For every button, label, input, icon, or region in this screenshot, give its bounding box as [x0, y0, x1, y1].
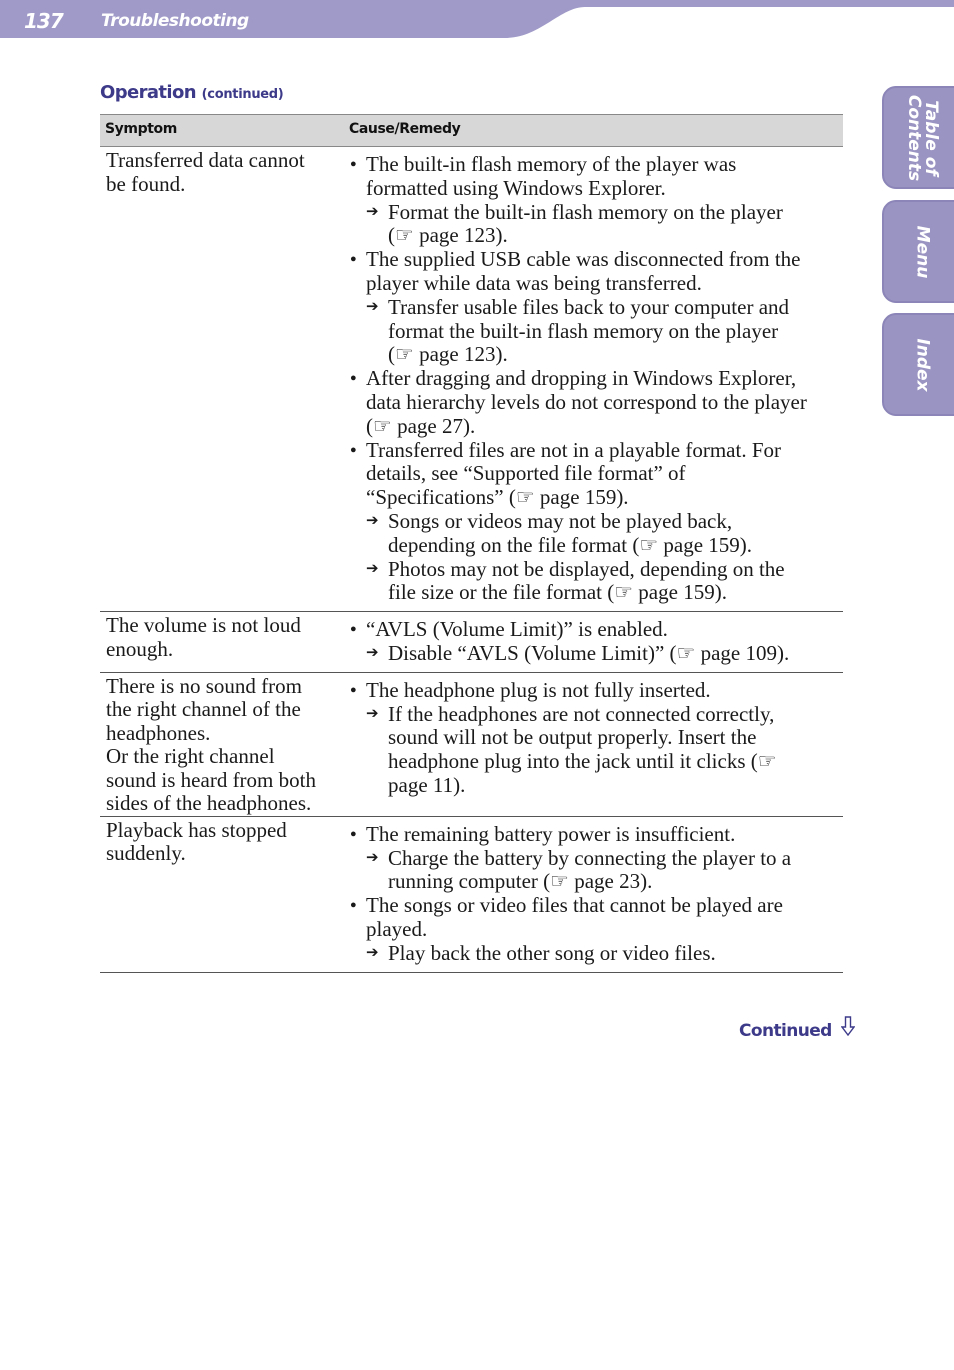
remedy-item — [349, 942, 843, 966]
tab-menu[interactable] — [882, 200, 954, 303]
troubleshooting-table — [100, 114, 843, 973]
cause-item — [349, 679, 843, 703]
remedy-cell — [344, 612, 843, 672]
table-row — [100, 612, 843, 673]
item-line: (☞ page 123). — [388, 342, 508, 367]
item-line: (☞ page 27). — [366, 413, 476, 438]
item-line: ➔ Photos may not be displayed, depending on the — [388, 556, 785, 581]
tab-index[interactable] — [882, 313, 954, 416]
item-line: player while data was being transferred. — [366, 270, 702, 295]
page-header — [0, 0, 954, 40]
symptom-line: enough. — [106, 636, 174, 661]
item-line: ➔ Transfer usable files back to your computer and — [388, 294, 790, 319]
remedy-item — [349, 201, 843, 249]
continued-label: Continued — [739, 1021, 832, 1041]
tab-label: Index — [912, 337, 933, 392]
symptom-line: The volume is not loud — [106, 613, 301, 638]
item-line: data hierarchy levels do not correspond to the player — [366, 389, 807, 414]
symptom-line: Or the right channel — [106, 744, 275, 769]
symptom-line: There is no sound from — [106, 673, 302, 698]
table-row — [100, 147, 843, 612]
remedy-item — [349, 642, 843, 666]
symptom-line: sides of the headphones. — [106, 791, 312, 816]
item-line: depending on the file format (☞ page 159). — [388, 532, 753, 557]
item-line: ➔ Disable “AVLS (Volume Limit)” (☞ page 109). — [388, 640, 790, 665]
symptom-line: Transferred data cannot — [106, 148, 305, 172]
symptom-cell — [100, 673, 344, 816]
remedy-item — [349, 558, 843, 606]
symptom-line: suddenly. — [106, 841, 186, 866]
section-title-text: Operation — [100, 82, 196, 103]
item-line: running computer (☞ page 23). — [388, 869, 653, 894]
cause-item — [349, 823, 843, 847]
cause-item — [349, 153, 843, 201]
item-line: ➔ Songs or videos may not be played back, — [388, 508, 733, 533]
cause-item — [349, 894, 843, 942]
item-line: file size or the file format (☞ page 159). — [388, 580, 727, 605]
item-line: format the built-in flash memory on the player — [388, 318, 779, 343]
item-line: ● The songs or video files that cannot be played are — [366, 893, 783, 918]
remedy-item — [349, 847, 843, 895]
item-line: ● The headphone plug is not fully inserted. — [366, 677, 711, 702]
table-header — [100, 114, 843, 147]
item-line: ➔ Play back the other song or video files. — [388, 940, 716, 965]
cause-item — [349, 248, 843, 296]
symptom-line: the right channel of the — [106, 697, 301, 722]
down-arrow-icon — [841, 1016, 855, 1041]
remedy-item — [349, 703, 843, 798]
item-line: ➔ Format the built-in flash memory on the player — [388, 199, 783, 224]
item-line: headphone plug into the jack until it clicks (☞ — [388, 749, 777, 774]
table-row — [100, 673, 843, 817]
item-line: sound will not be output properly. Insert the — [388, 725, 757, 750]
remedy-item — [349, 296, 843, 367]
cause-item — [349, 367, 843, 438]
remedy-cell — [344, 147, 843, 611]
symptom-cell — [100, 147, 344, 611]
item-line: ● Transferred files are not in a playable format. For — [366, 437, 782, 462]
tab-table-of-contents[interactable] — [882, 86, 954, 189]
remedy-cell — [344, 817, 843, 972]
symptom-line: be found. — [106, 171, 186, 196]
symptom-line: headphones. — [106, 720, 211, 745]
item-line: ● “AVLS (Volume Limit)” is enabled. — [366, 617, 668, 642]
item-line: played. — [366, 916, 428, 941]
item-line: formatted using Windows Explorer. — [366, 175, 666, 200]
column-header-cause-remedy: Cause/Remedy — [349, 121, 461, 137]
item-line: ● The supplied USB cable was disconnected from the — [366, 247, 801, 272]
cause-item — [349, 618, 843, 642]
symptom-cell — [100, 817, 344, 972]
symptom-line: Playback has stopped — [106, 817, 287, 842]
item-line: (☞ page 123). — [388, 223, 508, 248]
item-line: ● The remaining battery power is insufficient. — [366, 821, 736, 846]
tab-label: Menu — [912, 225, 933, 278]
header-title: Troubleshooting — [101, 11, 249, 31]
remedy-cell — [344, 673, 843, 816]
table-body — [100, 147, 843, 973]
tab-label: Table of Contents — [904, 94, 941, 181]
symptom-cell — [100, 612, 344, 672]
item-line: ● After dragging and dropping in Windows Explorer, — [366, 366, 797, 391]
item-line: ➔ If the headphones are not connected correctly, — [388, 701, 775, 726]
section-continued: (continued) — [201, 87, 284, 102]
item-line: ● The built-in flash memory of the player was — [366, 152, 737, 176]
page-number: 137 — [24, 9, 63, 33]
table-row — [100, 817, 843, 973]
item-line: ➔ Charge the battery by connecting the player to a — [388, 845, 792, 870]
section-title — [100, 82, 283, 103]
remedy-item — [349, 510, 843, 558]
column-header-symptom: Symptom — [105, 121, 177, 137]
continued-link[interactable] — [739, 1016, 855, 1041]
item-line: “Specifications” (☞ page 159). — [366, 485, 629, 510]
item-line: details, see “Supported file format” of — [366, 461, 686, 486]
symptom-line: sound is heard from both — [106, 767, 316, 792]
item-line: page 11). — [388, 772, 466, 797]
cause-item — [349, 439, 843, 510]
